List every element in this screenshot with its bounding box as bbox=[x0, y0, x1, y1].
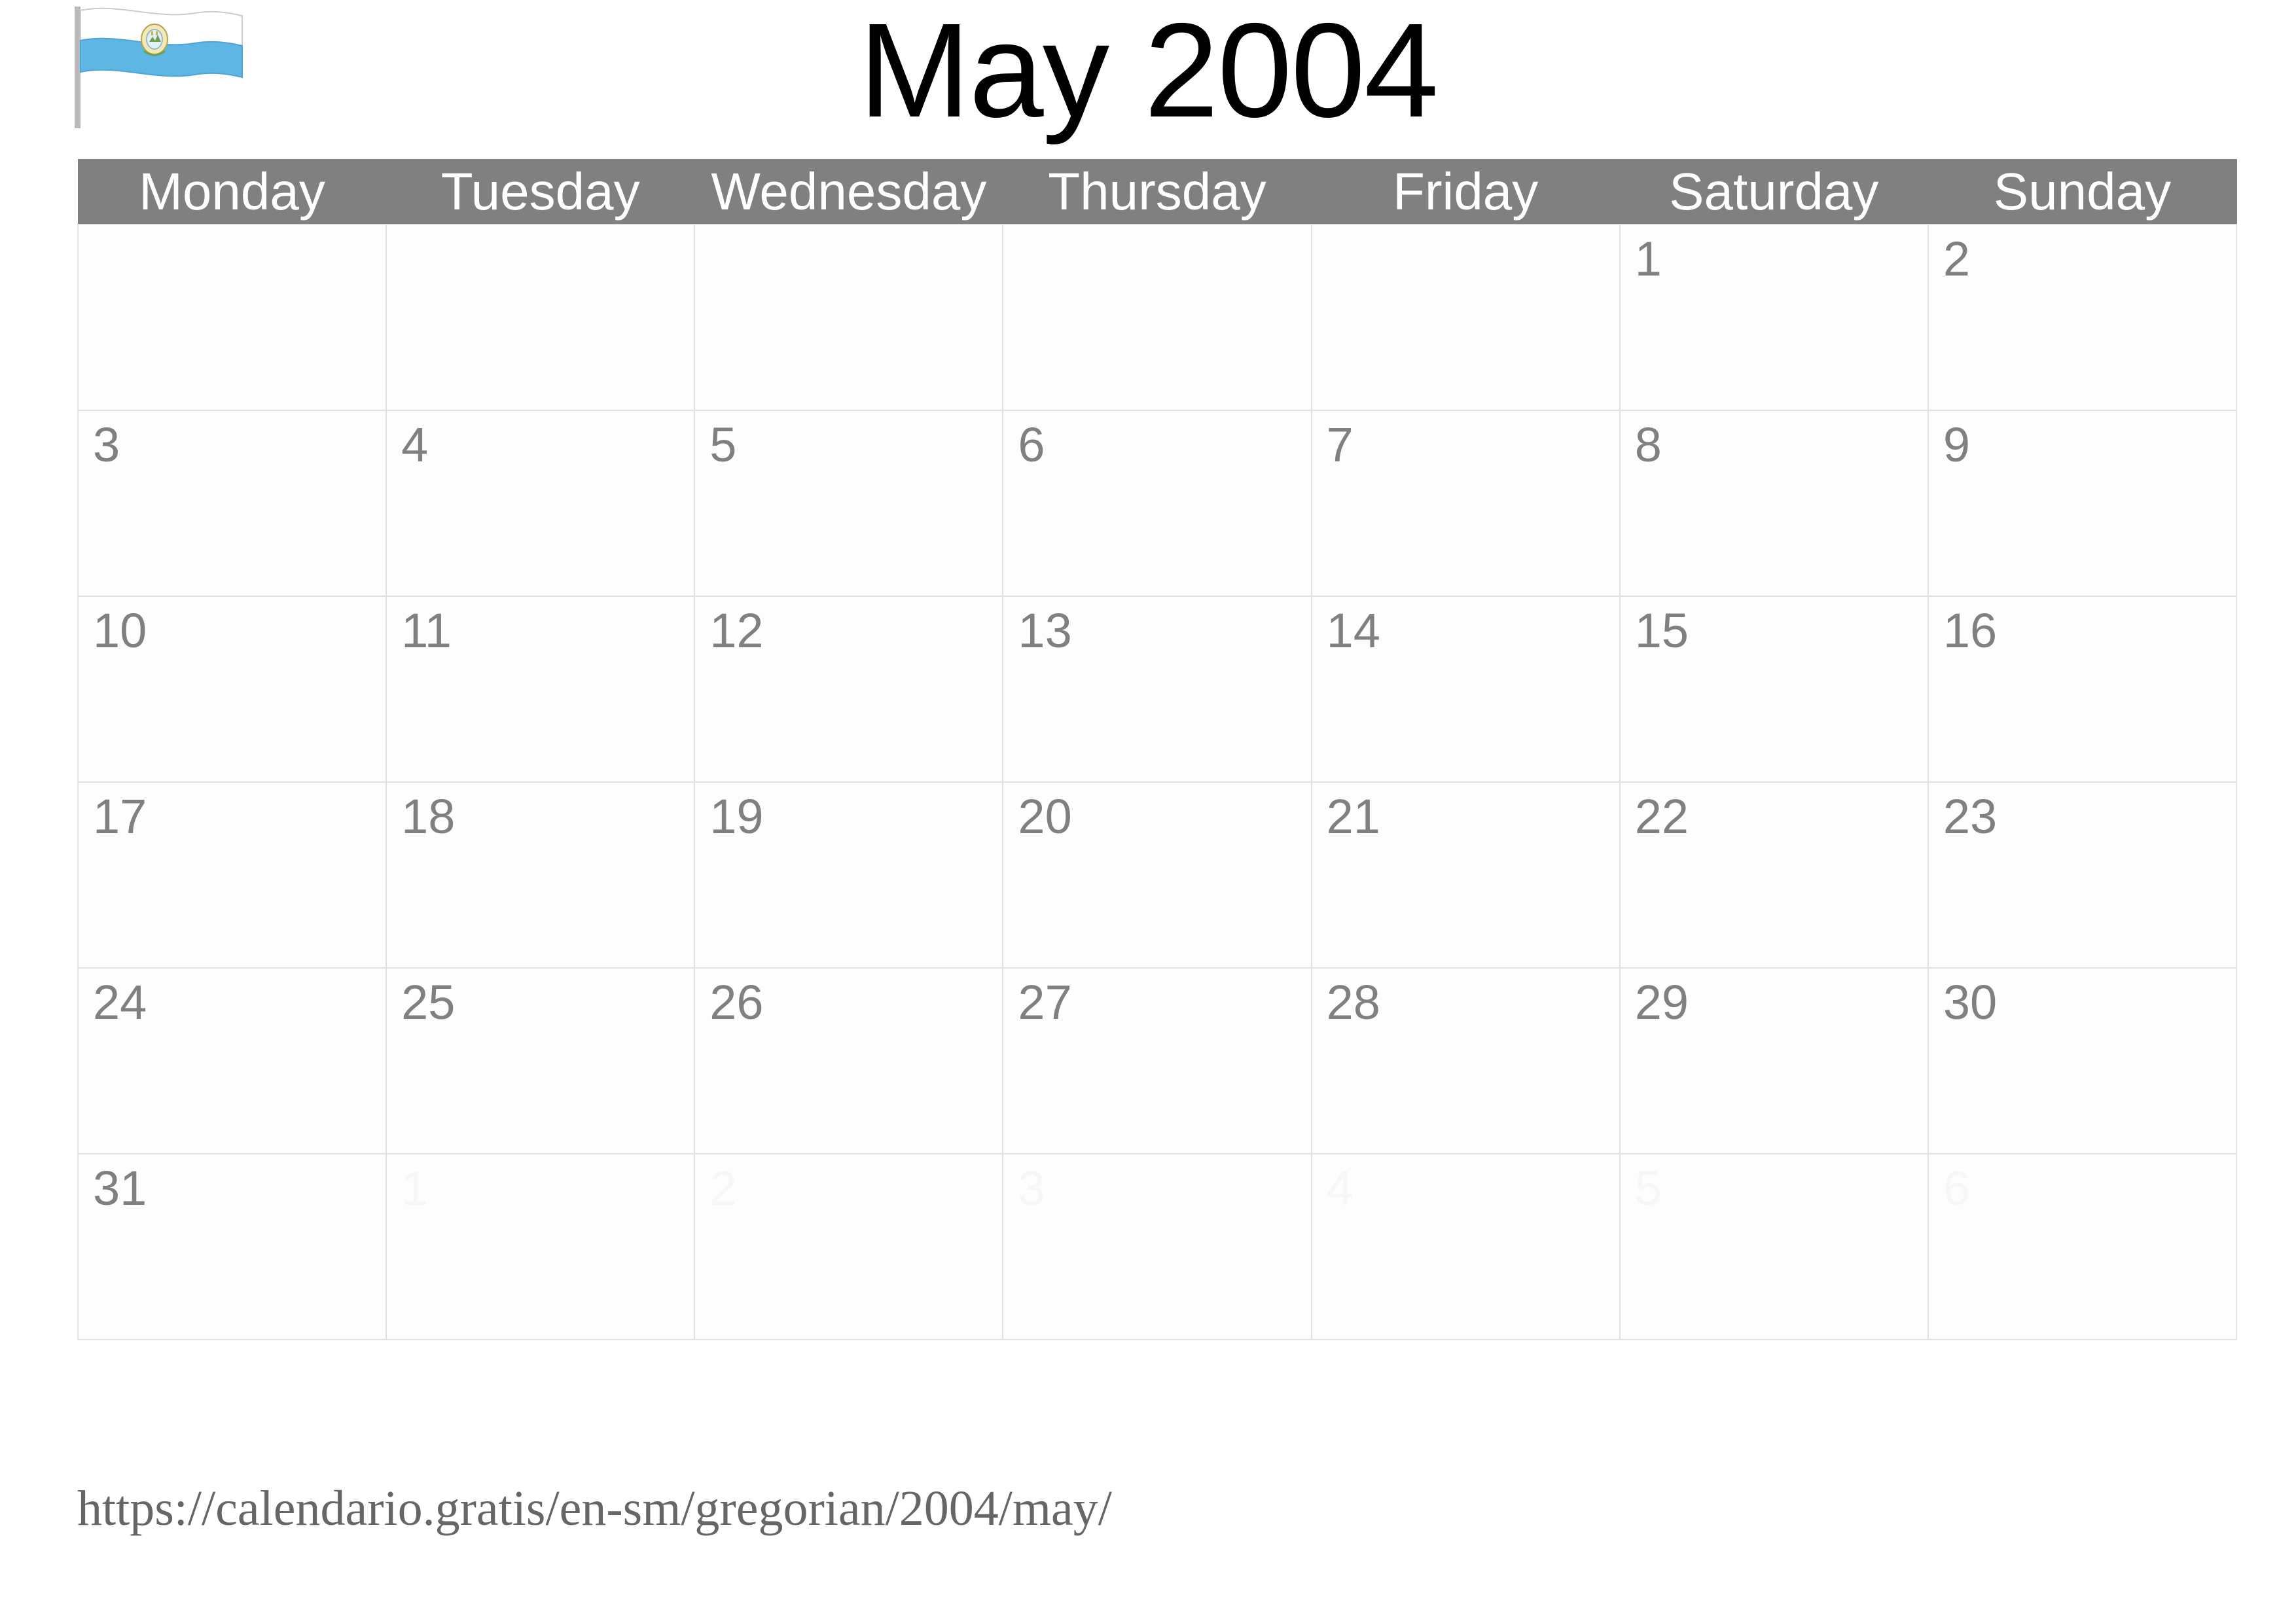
calendar-cell[interactable] bbox=[694, 1154, 1003, 1340]
calendar-cell[interactable] bbox=[78, 410, 386, 596]
calendar-cell[interactable] bbox=[1003, 410, 1311, 596]
day-number: 15 bbox=[1634, 603, 1689, 658]
day-number: 29 bbox=[1634, 975, 1689, 1029]
calendar-cell[interactable] bbox=[1928, 782, 2236, 968]
calendar-cell[interactable] bbox=[1312, 1154, 1620, 1340]
day-number: 24 bbox=[93, 975, 147, 1029]
day-number: 1 bbox=[401, 1161, 429, 1215]
day-number: 8 bbox=[1634, 418, 1662, 472]
day-number: 10 bbox=[93, 603, 147, 658]
calendar-cell[interactable] bbox=[386, 224, 694, 410]
day-number: 25 bbox=[401, 975, 456, 1029]
day-number: 7 bbox=[1326, 418, 1354, 472]
day-number: 13 bbox=[1018, 603, 1072, 658]
calendar-cell[interactable] bbox=[386, 596, 694, 782]
day-number: 9 bbox=[1943, 418, 1970, 472]
day-number: 3 bbox=[93, 418, 120, 472]
calendar-cell[interactable] bbox=[1620, 1154, 1928, 1340]
day-number: 2 bbox=[1943, 232, 1970, 286]
page-header bbox=[0, 0, 2296, 151]
calendar-cell[interactable] bbox=[386, 782, 694, 968]
day-number: 12 bbox=[709, 603, 764, 658]
day-number: 2 bbox=[709, 1161, 737, 1215]
day-number: 6 bbox=[1018, 418, 1045, 472]
day-number: 5 bbox=[709, 418, 737, 472]
calendar-cell[interactable] bbox=[78, 782, 386, 968]
day-number: 11 bbox=[401, 603, 452, 658]
day-number: 21 bbox=[1326, 789, 1380, 844]
calendar-cell[interactable] bbox=[78, 596, 386, 782]
calendar-cell[interactable] bbox=[386, 1154, 694, 1340]
day-number: 19 bbox=[709, 789, 764, 844]
calendar-cell[interactable] bbox=[1312, 782, 1620, 968]
day-number: 26 bbox=[709, 975, 764, 1029]
day-number: 3 bbox=[1018, 1161, 1045, 1215]
weekday-header-row bbox=[78, 160, 2236, 225]
calendar-cell[interactable] bbox=[694, 782, 1003, 968]
calendar-cell[interactable] bbox=[1928, 410, 2236, 596]
day-number: 16 bbox=[1943, 603, 1998, 658]
calendar-cell[interactable] bbox=[1312, 224, 1620, 410]
day-number: 4 bbox=[1326, 1161, 1354, 1215]
day-number: 31 bbox=[93, 1161, 147, 1215]
weekday-header-tuesday: Tuesday bbox=[386, 160, 694, 225]
day-number: 5 bbox=[1634, 1161, 1662, 1215]
calendar-cell[interactable] bbox=[1928, 968, 2236, 1154]
calendar-week-row bbox=[78, 782, 2236, 968]
day-number: 30 bbox=[1943, 975, 1998, 1029]
calendar-cell[interactable] bbox=[78, 968, 386, 1154]
calendar-cell[interactable] bbox=[386, 410, 694, 596]
weekday-header-friday: Friday bbox=[1312, 160, 1620, 225]
calendar-cell[interactable] bbox=[1312, 596, 1620, 782]
day-number: 28 bbox=[1326, 975, 1380, 1029]
calendar-cell[interactable] bbox=[1003, 1154, 1311, 1340]
page-title: May 2004 bbox=[858, 0, 1438, 145]
calendar-week-row bbox=[78, 596, 2236, 782]
day-number: 20 bbox=[1018, 789, 1072, 844]
calendar-week-row bbox=[78, 410, 2236, 596]
source-url[interactable]: https://calendario.gratis/en-sm/gregorian/2004/may/ bbox=[77, 1481, 1112, 1536]
calendar-cell[interactable] bbox=[1003, 596, 1311, 782]
calendar-cell[interactable] bbox=[1620, 968, 1928, 1154]
day-number: 4 bbox=[401, 418, 429, 472]
day-number: 6 bbox=[1943, 1161, 1970, 1215]
calendar-cell[interactable] bbox=[78, 1154, 386, 1340]
calendar-cell[interactable] bbox=[1620, 596, 1928, 782]
weekday-header-thursday: Thursday bbox=[1003, 160, 1311, 225]
day-number: 27 bbox=[1018, 975, 1072, 1029]
day-number: 1 bbox=[1634, 232, 1662, 286]
calendar-cell[interactable] bbox=[1003, 782, 1311, 968]
calendar-week-row bbox=[78, 224, 2236, 410]
calendar-cell[interactable] bbox=[78, 224, 386, 410]
calendar-cell[interactable] bbox=[1620, 224, 1928, 410]
calendar-cell[interactable] bbox=[1928, 1154, 2236, 1340]
calendar-cell[interactable] bbox=[1003, 224, 1311, 410]
weekday-header-saturday: Saturday bbox=[1620, 160, 1928, 225]
weekday-header-sunday: Sunday bbox=[1928, 160, 2236, 225]
calendar-cell[interactable] bbox=[1312, 410, 1620, 596]
calendar-cell[interactable] bbox=[694, 968, 1003, 1154]
calendar-cell[interactable] bbox=[694, 224, 1003, 410]
calendar-grid bbox=[77, 159, 2237, 1340]
weekday-header-monday: Monday bbox=[78, 160, 386, 225]
calendar-cell[interactable] bbox=[1003, 968, 1311, 1154]
day-number: 18 bbox=[401, 789, 456, 844]
day-number: 14 bbox=[1326, 603, 1380, 658]
calendar-cell[interactable] bbox=[694, 596, 1003, 782]
calendar-cell[interactable] bbox=[386, 968, 694, 1154]
calendar-cell[interactable] bbox=[1928, 224, 2236, 410]
day-number: 22 bbox=[1634, 789, 1689, 844]
calendar-week-row bbox=[78, 1154, 2236, 1340]
calendar-cell[interactable] bbox=[1620, 410, 1928, 596]
calendar-cell[interactable] bbox=[694, 410, 1003, 596]
calendar-week-row bbox=[78, 968, 2236, 1154]
calendar-cell[interactable] bbox=[1620, 782, 1928, 968]
day-number: 23 bbox=[1943, 789, 1998, 844]
calendar-cell[interactable] bbox=[1312, 968, 1620, 1154]
calendar-cell[interactable] bbox=[1928, 596, 2236, 782]
weekday-header-wednesday: Wednesday bbox=[694, 160, 1003, 225]
day-number: 17 bbox=[93, 789, 147, 844]
